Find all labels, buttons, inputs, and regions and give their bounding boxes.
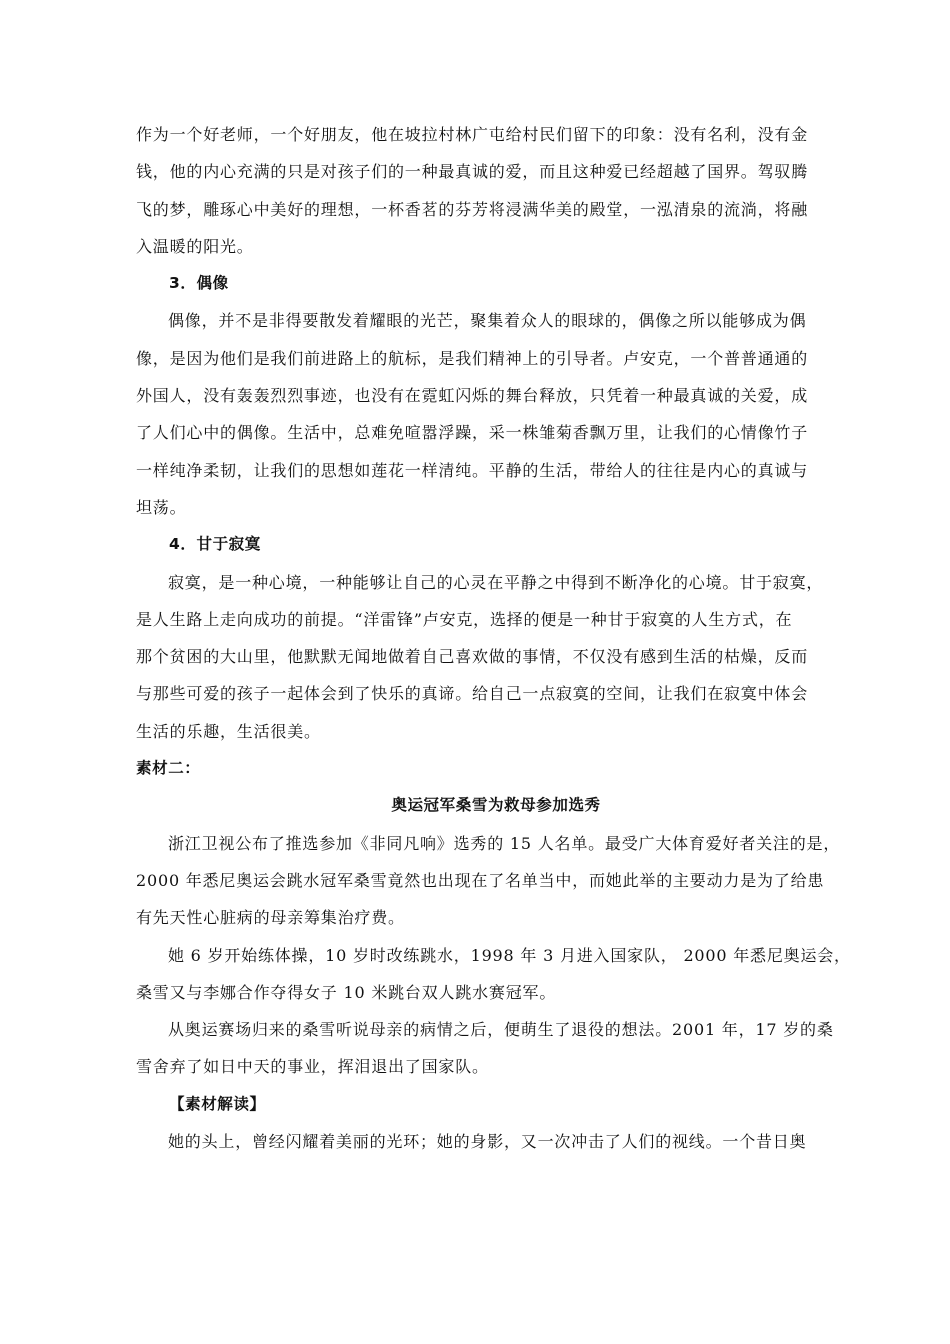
paragraph-line: 雪舍弃了如日中天的事业，挥泪退出了国家队。 — [136, 1057, 489, 1077]
paragraph-line: 与那些可爱的孩子一起体会到了快乐的真谛。给自己一点寂寞的空间，让我们在寂寞中体会 — [136, 684, 809, 704]
paragraph-line: 钱，他的内心充满的只是对孩子们的一种最真诚的爱，而且这种爱已经超越了国界。驾驭腾 — [136, 162, 809, 182]
paragraph-line: 一样纯净柔韧，让我们的思想如莲花一样清纯。平静的生活，带给人的往往是内心的真诚与 — [136, 460, 809, 480]
paragraph-line: 生活的乐趣，生活很美。 — [136, 721, 321, 741]
paragraph-line: 那个贫困的大山里，他默默无闻地做着自己喜欢做的事情，不仅没有感到生活的枯燥，反而 — [136, 647, 809, 667]
interpretation-heading: 【素材解读】 — [169, 1094, 266, 1113]
paragraph-line: 她 6 岁开始练体操，10 岁时改练跳水，1998 年 3 月进入国家队， 2000 年悉尼奥运会， — [168, 945, 851, 965]
material-heading: 素材二： — [136, 759, 201, 778]
paragraph-line: 外国人，没有轰轰烈烈事迹，也没有在霓虹闪烁的舞台释放，只凭着一种最真诚的关爱，成 — [136, 386, 809, 406]
paragraph-line: 寂寞，是一种心境，一种能够让自己的心灵在平静之中得到不断净化的心境。甘于寂寞， — [168, 572, 824, 592]
paragraph-line: 她的头上，曾经闪耀着美丽的光环；她的身影，又一次冲击了人们的视线。一个昔日奥 — [168, 1132, 807, 1152]
paragraph-line: 从奥运赛场归来的桑雪听说母亲的病情之后，便萌生了退役的想法。2001 年，17 岁的桑 — [168, 1020, 834, 1040]
paragraph-line: 浙江卫视公布了推选参加《非同凡响》选秀的 15 人名单。最受广大体育爱好者关注的是， — [168, 833, 841, 853]
paragraph-line: 像，是因为他们是我们前进路上的航标，是我们精神上的引导者。卢安克，一个普普通通的 — [136, 348, 809, 368]
paragraph-line: 有先天性心脏病的母亲筹集治疗费。 — [136, 908, 405, 928]
section-heading: 4．甘于寂寞 — [169, 535, 261, 554]
paragraph-line: 是人生路上走向成功的前提。“洋雷锋”卢安克，选择的便是一种甘于寂寞的人生方式，在 — [136, 609, 793, 629]
paragraph-line: 飞的梦，雕琢心中美好的理想，一杯香茗的芬芳将浸满华美的殿堂，一泓清泉的流淌，将融 — [136, 199, 809, 219]
section-heading: 3．偶像 — [169, 274, 229, 293]
article-title: 奥运冠军桑雪为救母参加选秀 — [391, 796, 601, 815]
paragraph-line: 桑雪又与李娜合作夺得女子 10 米跳台双人跳水赛冠军。 — [136, 982, 557, 1002]
document-body — [136, 116, 851, 1160]
paragraph-line: 2000 年悉尼奥运会跳水冠军桑雪竟然也出现在了名单当中，而她此举的主要动力是为了给患 — [136, 870, 825, 890]
paragraph-line: 作为一个好老师，一个好朋友，他在坡拉村林广屯给村民们留下的印象：没有名利，没有金 — [136, 125, 809, 144]
paragraph-line: 入温暖的阳光。 — [136, 236, 254, 256]
paragraph-line: 坦荡。 — [136, 497, 187, 517]
paragraph-line: 偶像，并不是非得要散发着耀眼的光芒，聚集着众人的眼球的，偶像之所以能够成为偶 — [168, 311, 807, 331]
paragraph-line: 了人们心中的偶像。生活中，总难免喧嚣浮躁，采一株雏菊香飘万里，让我们的心情像竹子 — [136, 423, 809, 443]
